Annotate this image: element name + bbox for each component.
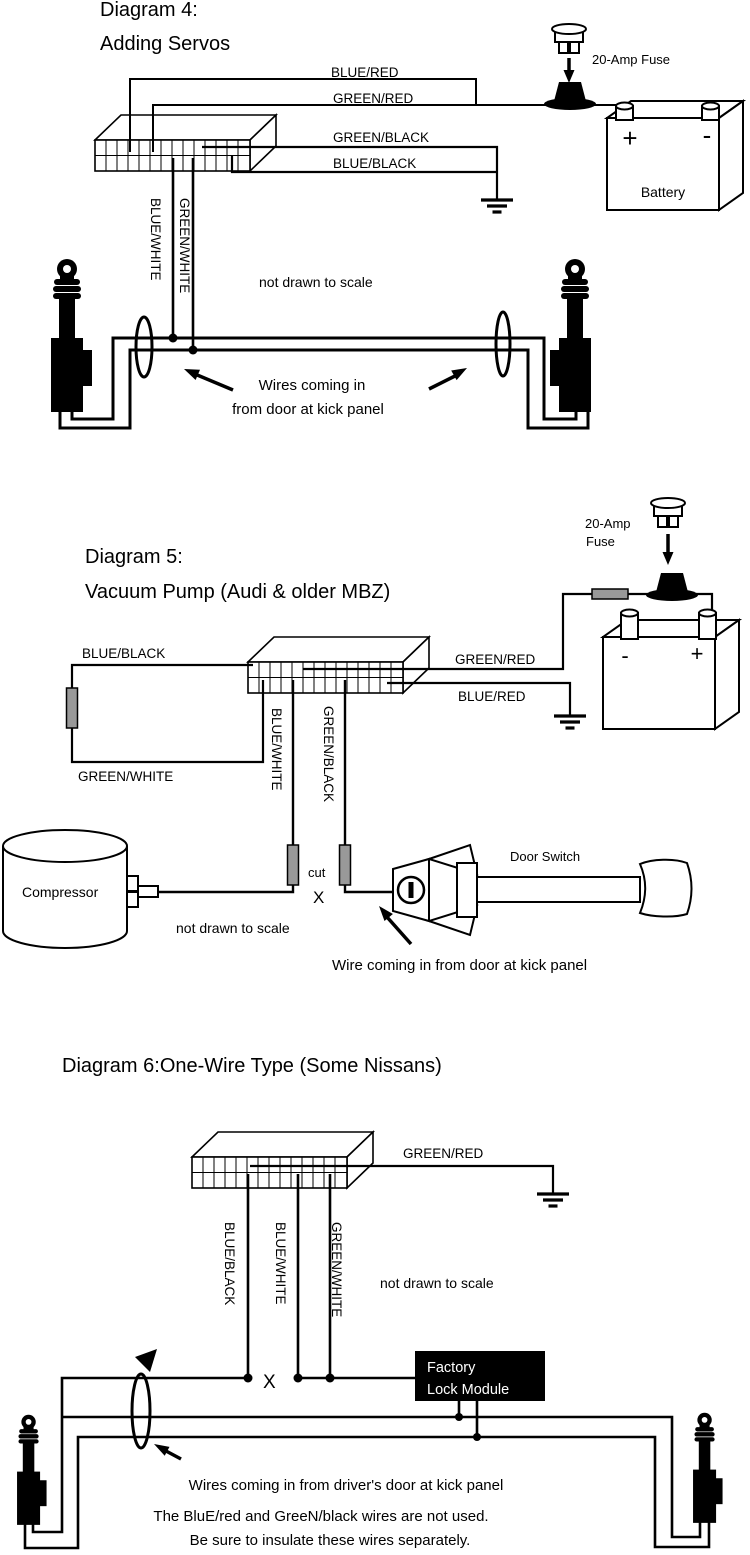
door-lock-servo-icon: [550, 259, 591, 412]
connector-block: [192, 1132, 373, 1188]
door-lock-servo-icon: [17, 1415, 47, 1525]
kick-note: Wires coming in from driver's door at kick panel: [188, 1477, 504, 1494]
wire-label-blue-black: BLUE/BLACK: [333, 156, 417, 171]
factory-lock-module: [415, 1351, 545, 1401]
diagram5: [3, 498, 739, 974]
battery-plus: +: [690, 641, 704, 666]
scale-note: not drawn to scale: [259, 274, 373, 290]
wire-label-blue-red: BLUE/RED: [331, 65, 399, 80]
wire-label-green-red: GREEN/RED: [455, 652, 536, 667]
battery-post: [699, 610, 716, 640]
cut-x-mark: X: [313, 888, 325, 907]
kick-note-line2: from door at kick panel: [232, 401, 384, 418]
arrow-fuse-down: [564, 58, 575, 83]
diagram5-title-line2: Vacuum Pump (Audi & older MBZ): [85, 581, 391, 603]
junction-dot: [294, 1374, 303, 1383]
wire-label-blue-white: BLUE/WHITE: [273, 1222, 288, 1305]
fuse-icon: [552, 24, 586, 53]
door-switch-label: Door Switch: [510, 849, 581, 864]
splice-connector: [340, 845, 351, 885]
arrow-fuse-down: [663, 534, 674, 565]
wire-label-blue-white: BLUE/WHITE: [269, 708, 284, 791]
fuse-label: 20-Amp Fuse: [592, 52, 671, 67]
wire-label-green-red: GREEN/RED: [333, 91, 414, 106]
battery: [607, 101, 743, 210]
fuse-label-line1: 20-Amp: [585, 516, 631, 531]
junction-dot: [189, 346, 198, 355]
warning-line1: The BluE/red and GreeN/black wires are not used.: [153, 1508, 489, 1525]
kick-note: Wire coming in from door at kick panel: [332, 957, 588, 974]
wire-label-green-red: GREEN/RED: [403, 1146, 484, 1161]
wire-label-green-white: GREEN/WHITE: [177, 198, 192, 294]
battery-minus: -: [621, 643, 629, 668]
diagram6: [17, 1055, 723, 1549]
scale-note: not drawn to scale: [176, 920, 290, 936]
grommet-loop: [136, 317, 152, 377]
diagram4-title-line1: Diagram 4:: [100, 0, 198, 21]
kick-panel-arrow-right: [429, 368, 467, 389]
wire-green-black: [345, 680, 393, 892]
compressor-terminal: [127, 876, 138, 891]
junction-dot: [455, 1413, 463, 1421]
door-switch: [393, 845, 692, 935]
warning-line2: Be sure to insulate these wires separately.: [189, 1532, 471, 1549]
compressor-plug: [138, 886, 158, 897]
wire-label-blue-red: BLUE/RED: [458, 689, 526, 704]
inline-fuse-link: [592, 589, 628, 599]
ground-icon: [481, 200, 513, 212]
junction-dot: [169, 334, 178, 343]
module-label-line1: Factory: [427, 1360, 476, 1376]
diagram6-title: Diagram 6:One-Wire Type (Some Nissans): [62, 1055, 442, 1077]
compressor-label: Compressor: [22, 884, 99, 900]
battery-post: [621, 610, 638, 640]
battery-plus: +: [622, 123, 638, 153]
splice-connector: [67, 688, 78, 728]
grommet-loop: [496, 312, 510, 376]
fuse-icon: [651, 498, 685, 527]
wire-green-white: [72, 680, 263, 762]
wire-label-green-white: GREEN/WHITE: [329, 1222, 344, 1318]
junction-dot: [244, 1374, 253, 1383]
wire-label-blue-black: BLUE/BLACK: [222, 1222, 237, 1306]
diagram4-title-line2: Adding Servos: [100, 33, 231, 55]
scale-note: not drawn to scale: [380, 1275, 494, 1291]
cut-label: cut: [308, 865, 326, 880]
battery-minus: -: [702, 120, 712, 150]
wire-label-green-black: GREEN/BLACK: [333, 130, 430, 145]
connector-block: [95, 115, 276, 171]
module-label-line2: Lock Module: [427, 1382, 510, 1398]
diagram5-title-line1: Diagram 5:: [85, 546, 183, 568]
connector-block: [248, 637, 429, 693]
compressor: [3, 830, 158, 948]
fuse-label-line2: Fuse: [586, 534, 615, 549]
wire-label-blue-white: BLUE/WHITE: [148, 198, 163, 281]
door-lock-servo-icon: [693, 1413, 723, 1523]
kick-panel-arrow-left: [184, 369, 233, 390]
battery-label: Battery: [640, 184, 686, 200]
wire-label-blue-black: BLUE/BLACK: [82, 646, 166, 661]
battery: [603, 610, 739, 730]
cut-x-mark: X: [263, 1372, 276, 1393]
compressor-terminal: [127, 892, 138, 907]
fuse-holder-icon: [646, 573, 698, 601]
grommet-arrowhead: [135, 1349, 157, 1372]
ground-icon: [554, 716, 586, 728]
kick-note-line1: Wires coming in: [258, 377, 366, 394]
door-lock-servo-icon: [51, 259, 92, 412]
wire-blue-black: [72, 665, 253, 688]
junction-dot: [473, 1433, 481, 1441]
battery-post: [702, 103, 719, 121]
wire-label-green-white: GREEN/WHITE: [78, 769, 174, 784]
ground-icon: [537, 1194, 569, 1206]
diagram4: [51, 0, 743, 428]
splice-connector: [288, 845, 299, 885]
kick-panel-arrow: [154, 1444, 181, 1459]
junction-dot: [326, 1374, 335, 1383]
wire-label-green-black: GREEN/BLACK: [321, 706, 336, 803]
battery-post: [616, 103, 633, 121]
fuse-holder-icon: [544, 82, 596, 110]
